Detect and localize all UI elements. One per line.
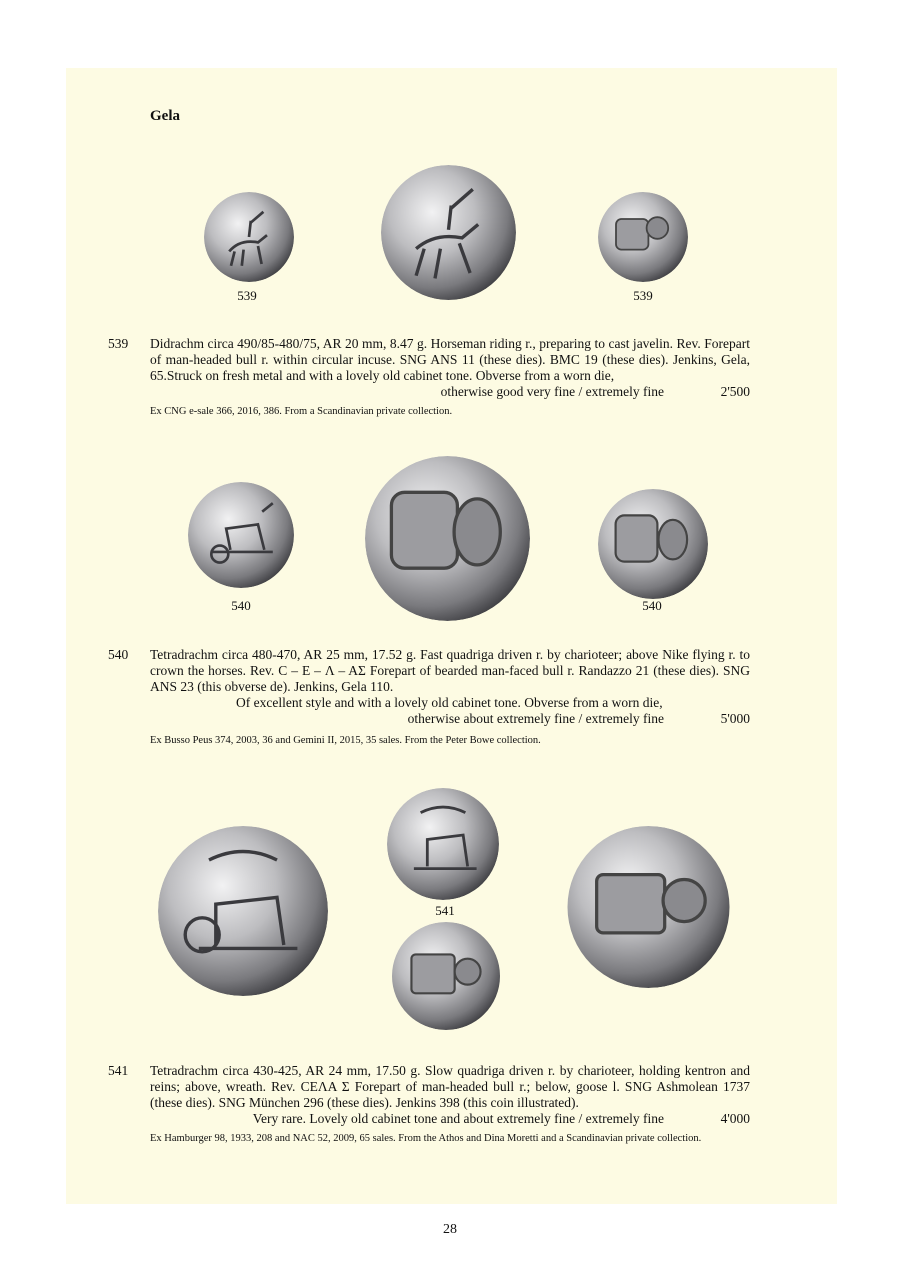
lot-provenance: Ex Hamburger 98, 1933, 208 and NAC 52, 2009, 65 sales. From the Athos and Dina Moretti and a Scandinavian private collection. <box>150 1133 702 1144</box>
lot-description <box>150 1063 750 1127</box>
lot-description <box>150 647 750 727</box>
coin-label: 540 <box>642 598 662 613</box>
lot-provenance: Ex CNG e-sale 366, 2016, 386. From a Scandinavian private collection. <box>150 406 453 417</box>
coin-540-reverse <box>598 489 708 599</box>
lot-number: 541 <box>108 1063 129 1078</box>
lot-description-text: Tetradrachm circa 480-470, AR 25 mm, 17.52 g. Fast quadriga driven r. by charioteer; above Nike flying r. to crown the horses. Rev. C – E – Λ – ΑΣ Forepart of bearded man-faced bull r. Randazzo 21 (these dies). SNG ANS 23 (this obverse de). Jenkins, Gela 110. <box>150 647 750 694</box>
coin-539-obverse <box>381 165 516 300</box>
coin-541-obverse-enlarged <box>158 826 328 996</box>
lot-estimate: 5'000 <box>720 711 750 726</box>
coin-540-obverse <box>188 482 294 588</box>
lot-number: 539 <box>108 336 129 351</box>
coin-label: 539 <box>633 288 653 303</box>
grade-line <box>150 384 750 400</box>
coin-539-obverse-enlarged <box>204 192 294 282</box>
grade-line <box>150 1111 750 1127</box>
lot-grade: otherwise good very fine / extremely fine <box>440 384 664 399</box>
lot-grade: Very rare. Lovely old cabinet tone and about extremely fine / extremely fine <box>252 1111 664 1126</box>
coin-label: 540 <box>231 598 251 613</box>
lot-provenance: Ex Busso Peus 374, 2003, 36 and Gemini II, 2015, 35 sales. From the Peter Bowe collection. <box>150 735 541 746</box>
lot-comment: Of excellent style and with a lovely old cabinet tone. Obverse from a worn die, <box>236 695 663 710</box>
lot-description-text: Didrachm circa 490/85-480/75, AR 20 mm, 8.47 g. Horseman riding r., preparing to cast javelin. Rev. Forepart of man-headed bull r. within circular incuse. SNG ANS 11 (these dies). BMC 19 (these dies). Jenkins, Gela, 65.Struck on fresh metal and with a lovely old cabinet tone. Obverse from a worn die, <box>150 336 750 383</box>
lot-number: 540 <box>108 647 129 662</box>
section-title: Gela <box>150 108 180 124</box>
lot-description-text: Tetradrachm circa 430-425, AR 24 mm, 17.50 g. Slow quadriga driven r. by charioteer, holding kentron and reins; above, wreath. Rev. CEΛΑ Σ Forepart of man-headed bull r.; below, goose l. SNG Ashmolean 1737 (these dies). SNG München 296 (these dies). Jenkins 398 (this coin illustrated). <box>150 1063 750 1110</box>
coin-540-reverse-enlarged <box>365 456 530 621</box>
coin-541-reverse <box>391 922 501 1030</box>
coin-539-reverse <box>598 192 688 282</box>
coin-label: 539 <box>237 288 257 303</box>
lot-estimate: 4'000 <box>720 1111 750 1126</box>
coin-label: 541 <box>435 903 455 918</box>
lot-grade: otherwise about extremely fine / extremely fine <box>407 711 664 726</box>
lot-description <box>150 336 750 400</box>
coin-541-obverse <box>387 788 499 900</box>
lot-estimate: 2'500 <box>720 384 750 399</box>
grade-line <box>150 711 750 727</box>
page-number: 28 <box>443 1222 457 1237</box>
coin-541-reverse-enlarged <box>566 826 731 988</box>
